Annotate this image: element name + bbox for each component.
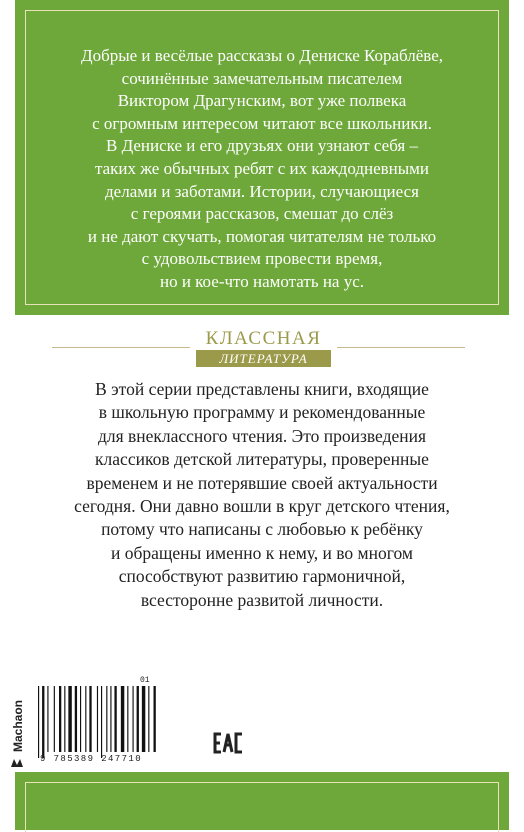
description-line: временем и не потерявшие своей актуальности bbox=[86, 472, 438, 493]
barcode-bar bbox=[80, 686, 81, 752]
barcode-bar bbox=[133, 686, 134, 752]
eac-certification-icon bbox=[213, 732, 243, 754]
barcode-bar bbox=[106, 686, 107, 752]
description-line: сегодня. Они давно вошли в круг детского чтения, bbox=[74, 496, 450, 517]
annotation-line: В Дениске и его друзьях они узнают себя – bbox=[105, 136, 419, 156]
annotation-line: с удовольствием провести время, bbox=[141, 249, 383, 269]
barcode-bar bbox=[148, 686, 149, 752]
description-line: всесторонне развитой личности. bbox=[140, 589, 384, 610]
description-line: способствуют развитию гармоничной, bbox=[118, 566, 406, 587]
barcode-bar bbox=[137, 686, 139, 752]
band-frame bbox=[25, 782, 499, 832]
barcode-bar bbox=[97, 686, 98, 752]
publisher-mark-icon bbox=[11, 757, 23, 767]
barcode-addon: 01 bbox=[140, 676, 150, 685]
annotation-line: Виктором Драгунским, вот уже полвека bbox=[117, 91, 407, 111]
bottom-band bbox=[15, 772, 509, 830]
divider-left bbox=[52, 347, 190, 348]
series-title-bottom: ЛИТЕРАТУРА bbox=[196, 350, 331, 367]
description-line: для внеклассного чтения. Это произведения bbox=[97, 425, 427, 446]
barcode-bar bbox=[114, 686, 116, 752]
series-logo bbox=[0, 325, 524, 370]
annotation-line: но и кое-что намотать на ус. bbox=[159, 271, 365, 291]
barcode-bar bbox=[89, 686, 91, 752]
barcode-bar bbox=[142, 686, 145, 752]
description-line: потому что написаны с любовью к ребёнку bbox=[101, 519, 423, 540]
description-line: и обращены именно к нему, и во многом bbox=[111, 542, 413, 563]
barcode-bar bbox=[54, 686, 55, 752]
annotation-line: Добрые и весёлые рассказы о Дениске Кораблёве, bbox=[80, 46, 444, 65]
description-line: В этой серии представлены книги, входящие bbox=[95, 379, 429, 399]
barcode-bar bbox=[42, 686, 44, 758]
series-title-top: КЛАССНАЯ bbox=[205, 328, 322, 349]
annotation-text bbox=[40, 45, 484, 294]
annotation-line: с огромным интересом читают все школьники. bbox=[92, 113, 432, 133]
annotation-line: сочинённые замечательным писателем bbox=[121, 68, 403, 88]
annotation-line: таких же обычных ребят с их каждодневными bbox=[94, 158, 430, 178]
barcode-bar bbox=[68, 686, 71, 752]
annotation-line: с героями рассказов, смешат до слёз bbox=[130, 204, 394, 224]
barcode-bar bbox=[59, 686, 61, 752]
barcode-bar bbox=[110, 686, 111, 752]
description-line: классиков детской литературы, проверенные bbox=[95, 449, 429, 470]
barcode-bar bbox=[154, 686, 156, 752]
barcode-bar bbox=[38, 686, 39, 758]
annotation-line: и не дают скучать, помогая читателям не только bbox=[87, 226, 437, 246]
barcode-bar bbox=[121, 686, 124, 752]
publisher-name: Machaon bbox=[11, 699, 25, 753]
barcode-bar bbox=[101, 686, 102, 758]
annotation-line: делами и заботами. Истории, случающиеся bbox=[105, 181, 419, 201]
description-line: в школьную программу и рекомендованные bbox=[98, 402, 426, 423]
barcode-digits: 9 785389 247710 bbox=[40, 754, 143, 764]
series-description bbox=[30, 378, 494, 612]
barcode-bar bbox=[127, 686, 128, 752]
barcode-bar bbox=[85, 686, 86, 752]
barcode-bar bbox=[47, 686, 48, 752]
barcode-bar bbox=[64, 686, 65, 752]
publisher-logo bbox=[5, 683, 31, 769]
divider-right bbox=[337, 347, 465, 348]
barcode bbox=[36, 686, 160, 762]
barcode-bar bbox=[75, 686, 77, 752]
